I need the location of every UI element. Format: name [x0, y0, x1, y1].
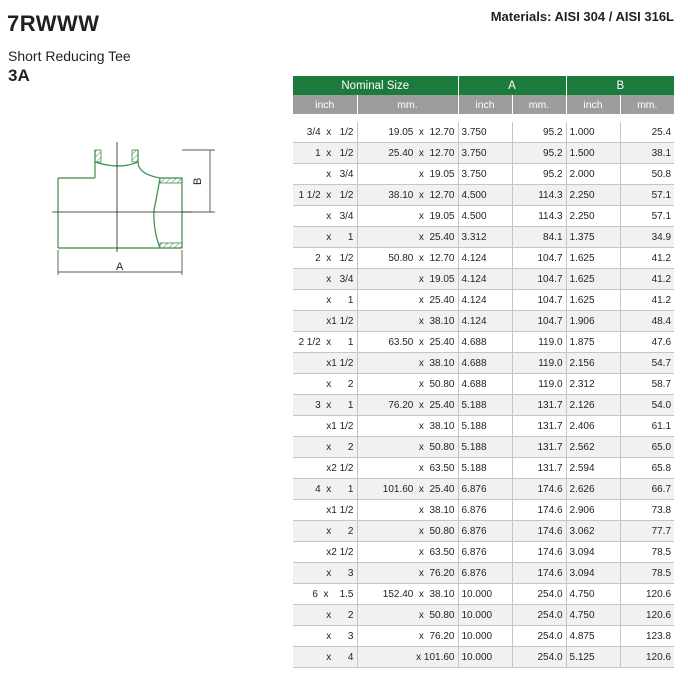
product-subtitle: Short Reducing Tee	[8, 48, 131, 64]
table-row	[293, 416, 674, 437]
nominal-mm-cell: x 50.80	[357, 374, 458, 395]
a-mm-cell: 95.2	[512, 164, 566, 185]
b-inch-cell: 2.250	[566, 206, 620, 227]
b-mm-cell: 58.7	[620, 374, 674, 395]
a-mm-cell: 174.6	[512, 563, 566, 584]
a-mm-cell: 174.6	[512, 521, 566, 542]
table-row	[293, 647, 674, 668]
nominal-mm-cell: x 25.40	[357, 227, 458, 248]
table-row	[293, 374, 674, 395]
b-inch-cell: 1.625	[566, 248, 620, 269]
nominal-mm-cell: 76.20 x 25.40	[357, 395, 458, 416]
b-mm-cell: 77.7	[620, 521, 674, 542]
a-inch-cell: 5.188	[458, 458, 512, 479]
nominal-mm-cell: x 19.05	[357, 206, 458, 227]
dim-b-label: B	[192, 177, 204, 185]
table-row	[293, 395, 674, 416]
a-mm-cell: 174.6	[512, 542, 566, 563]
nominal-mm-cell: x 63.50	[357, 458, 458, 479]
header-b-inch: inch	[566, 95, 620, 114]
table-row	[293, 437, 674, 458]
b-mm-cell: 120.6	[620, 584, 674, 605]
nominal-inch-cell: 3/4 x 1/2	[293, 122, 357, 143]
a-mm-cell: 119.0	[512, 353, 566, 374]
table-row	[293, 185, 674, 206]
a-inch-cell: 4.124	[458, 269, 512, 290]
product-code: 7RWWW	[7, 11, 100, 36]
b-inch-cell: 2.562	[566, 437, 620, 458]
b-mm-cell: 57.1	[620, 185, 674, 206]
dim-a-label: A	[116, 261, 124, 273]
a-mm-cell: 174.6	[512, 500, 566, 521]
b-mm-cell: 78.5	[620, 542, 674, 563]
header-a-inch: inch	[458, 95, 512, 114]
b-mm-cell: 54.7	[620, 353, 674, 374]
table-row	[293, 269, 674, 290]
header-a: A	[458, 76, 566, 95]
b-inch-cell: 1.875	[566, 332, 620, 353]
a-inch-cell: 6.876	[458, 479, 512, 500]
table-row	[293, 521, 674, 542]
a-mm-cell: 174.6	[512, 479, 566, 500]
b-mm-cell: 120.6	[620, 647, 674, 668]
nominal-inch-cell: x 3/4	[293, 164, 357, 185]
a-mm-cell: 254.0	[512, 584, 566, 605]
table-row	[293, 626, 674, 647]
a-mm-cell: 104.7	[512, 269, 566, 290]
a-inch-cell: 10.000	[458, 605, 512, 626]
nominal-mm-cell: x 38.10	[357, 500, 458, 521]
a-inch-cell: 3.750	[458, 143, 512, 164]
a-mm-cell: 95.2	[512, 122, 566, 143]
nominal-inch-cell: x 4	[293, 647, 357, 668]
table-row	[293, 353, 674, 374]
nominal-mm-cell: 19.05 x 12.70	[357, 122, 458, 143]
nominal-inch-cell: x 3	[293, 563, 357, 584]
b-mm-cell: 48.4	[620, 311, 674, 332]
nominal-inch-cell: 2 1/2 x 1	[293, 332, 357, 353]
nominal-mm-cell: x 101.60	[357, 647, 458, 668]
nominal-inch-cell: x 2	[293, 374, 357, 395]
nominal-inch-cell: 1 x 1/2	[293, 143, 357, 164]
nominal-mm-cell: x 76.20	[357, 563, 458, 584]
b-mm-cell: 73.8	[620, 500, 674, 521]
a-inch-cell: 10.000	[458, 626, 512, 647]
nominal-mm-cell: 25.40 x 12.70	[357, 143, 458, 164]
b-mm-cell: 66.7	[620, 479, 674, 500]
nominal-inch-cell: x 3/4	[293, 269, 357, 290]
nominal-mm-cell: 38.10 x 12.70	[357, 185, 458, 206]
table-row	[293, 206, 674, 227]
nominal-mm-cell: x 38.10	[357, 311, 458, 332]
a-mm-cell: 104.7	[512, 311, 566, 332]
header-nominal-inch: inch	[293, 95, 357, 114]
nominal-inch-cell: x 1	[293, 227, 357, 248]
b-inch-cell: 1.375	[566, 227, 620, 248]
table-row	[293, 458, 674, 479]
a-mm-cell: 84.1	[512, 227, 566, 248]
b-inch-cell: 3.094	[566, 563, 620, 584]
b-inch-cell: 3.094	[566, 542, 620, 563]
b-inch-cell: 3.062	[566, 521, 620, 542]
nominal-inch-cell: x 3	[293, 626, 357, 647]
nominal-inch-cell: 3 x 1	[293, 395, 357, 416]
a-inch-cell: 3.750	[458, 164, 512, 185]
nominal-inch-cell: x 2	[293, 605, 357, 626]
table-row	[293, 227, 674, 248]
b-inch-cell: 2.126	[566, 395, 620, 416]
a-inch-cell: 5.188	[458, 416, 512, 437]
a-inch-cell: 6.876	[458, 500, 512, 521]
nominal-mm-cell: x 25.40	[357, 290, 458, 311]
nominal-mm-cell: 152.40 x 38.10	[357, 584, 458, 605]
a-inch-cell: 6.876	[458, 542, 512, 563]
header-b-mm: mm.	[620, 95, 674, 114]
a-inch-cell: 3.750	[458, 122, 512, 143]
a-inch-cell: 6.876	[458, 563, 512, 584]
a-inch-cell: 4.500	[458, 206, 512, 227]
nominal-inch-cell: x1 1/2	[293, 353, 357, 374]
table-row	[293, 332, 674, 353]
table-row	[293, 605, 674, 626]
nominal-mm-cell: x 50.80	[357, 605, 458, 626]
nominal-mm-cell: x 38.10	[357, 353, 458, 374]
a-mm-cell: 104.7	[512, 290, 566, 311]
b-mm-cell: 54.0	[620, 395, 674, 416]
header-nominal-mm: mm.	[357, 95, 458, 114]
b-mm-cell: 25.4	[620, 122, 674, 143]
a-inch-cell: 6.876	[458, 521, 512, 542]
b-inch-cell: 1.625	[566, 290, 620, 311]
standard-label: 3A	[8, 66, 30, 85]
header-nominal-size: Nominal Size	[293, 76, 458, 95]
nominal-inch-cell: 6 x 1.5	[293, 584, 357, 605]
b-inch-cell: 1.625	[566, 269, 620, 290]
a-inch-cell: 4.688	[458, 332, 512, 353]
nominal-mm-cell: x 38.10	[357, 416, 458, 437]
nominal-inch-cell: 4 x 1	[293, 479, 357, 500]
a-mm-cell: 114.3	[512, 185, 566, 206]
a-mm-cell: 104.7	[512, 248, 566, 269]
b-mm-cell: 50.8	[620, 164, 674, 185]
a-inch-cell: 10.000	[458, 647, 512, 668]
nominal-mm-cell: 63.50 x 25.40	[357, 332, 458, 353]
nominal-mm-cell: x 76.20	[357, 626, 458, 647]
a-mm-cell: 131.7	[512, 416, 566, 437]
b-mm-cell: 120.6	[620, 605, 674, 626]
b-inch-cell: 2.312	[566, 374, 620, 395]
table-row	[293, 164, 674, 185]
unit-header-row	[293, 95, 674, 114]
b-mm-cell: 38.1	[620, 143, 674, 164]
table-row	[293, 143, 674, 164]
b-inch-cell: 2.594	[566, 458, 620, 479]
a-inch-cell: 4.124	[458, 290, 512, 311]
b-mm-cell: 65.8	[620, 458, 674, 479]
a-mm-cell: 114.3	[512, 206, 566, 227]
nominal-inch-cell: x 3/4	[293, 206, 357, 227]
a-mm-cell: 95.2	[512, 143, 566, 164]
nominal-inch-cell: x2 1/2	[293, 542, 357, 563]
a-mm-cell: 131.7	[512, 395, 566, 416]
group-header-row	[293, 76, 674, 95]
nominal-inch-cell: x 2	[293, 437, 357, 458]
table-row	[293, 122, 674, 143]
nominal-mm-cell: 50.80 x 12.70	[357, 248, 458, 269]
a-inch-cell: 4.688	[458, 374, 512, 395]
nominal-inch-cell: x1 1/2	[293, 311, 357, 332]
b-mm-cell: 34.9	[620, 227, 674, 248]
a-inch-cell: 5.188	[458, 437, 512, 458]
b-mm-cell: 123.8	[620, 626, 674, 647]
nominal-mm-cell: 101.60 x 25.40	[357, 479, 458, 500]
table-row	[293, 542, 674, 563]
b-inch-cell: 2.906	[566, 500, 620, 521]
a-mm-cell: 131.7	[512, 458, 566, 479]
b-inch-cell: 5.125	[566, 647, 620, 668]
nominal-inch-cell: 1 1/2 x 1/2	[293, 185, 357, 206]
b-mm-cell: 61.1	[620, 416, 674, 437]
a-inch-cell: 4.124	[458, 248, 512, 269]
table-row	[293, 584, 674, 605]
b-mm-cell: 65.0	[620, 437, 674, 458]
nominal-mm-cell: x 63.50	[357, 542, 458, 563]
nominal-inch-cell: x 1	[293, 290, 357, 311]
b-inch-cell: 2.156	[566, 353, 620, 374]
a-mm-cell: 119.0	[512, 332, 566, 353]
b-inch-cell: 2.406	[566, 416, 620, 437]
nominal-inch-cell: x 2	[293, 521, 357, 542]
nominal-inch-cell: x1 1/2	[293, 416, 357, 437]
b-inch-cell: 1.500	[566, 143, 620, 164]
nominal-inch-cell: x1 1/2	[293, 500, 357, 521]
b-inch-cell: 2.626	[566, 479, 620, 500]
table-row	[293, 311, 674, 332]
a-mm-cell: 254.0	[512, 626, 566, 647]
b-mm-cell: 41.2	[620, 290, 674, 311]
table-row	[293, 479, 674, 500]
a-inch-cell: 3.312	[458, 227, 512, 248]
a-mm-cell: 254.0	[512, 647, 566, 668]
b-inch-cell: 2.000	[566, 164, 620, 185]
a-mm-cell: 119.0	[512, 374, 566, 395]
table-row	[293, 563, 674, 584]
nominal-mm-cell: x 19.05	[357, 269, 458, 290]
header-a-mm: mm.	[512, 95, 566, 114]
materials-label: Materials: AISI 304 / AISI 316L	[490, 9, 674, 24]
b-inch-cell: 1.906	[566, 311, 620, 332]
b-mm-cell: 41.2	[620, 248, 674, 269]
a-inch-cell: 5.188	[458, 395, 512, 416]
b-mm-cell: 78.5	[620, 563, 674, 584]
b-inch-cell: 2.250	[566, 185, 620, 206]
table-row	[293, 290, 674, 311]
b-mm-cell: 41.2	[620, 269, 674, 290]
dimensions-table	[293, 76, 674, 668]
b-mm-cell: 57.1	[620, 206, 674, 227]
b-inch-cell: 4.750	[566, 584, 620, 605]
header-b: B	[566, 76, 674, 95]
a-inch-cell: 4.500	[458, 185, 512, 206]
a-inch-cell: 10.000	[458, 584, 512, 605]
nominal-mm-cell: x 50.80	[357, 521, 458, 542]
table-row	[293, 248, 674, 269]
b-inch-cell: 1.000	[566, 122, 620, 143]
a-inch-cell: 4.688	[458, 353, 512, 374]
nominal-inch-cell: x2 1/2	[293, 458, 357, 479]
b-inch-cell: 4.875	[566, 626, 620, 647]
tee-drawing	[50, 140, 220, 280]
table-row	[293, 500, 674, 521]
nominal-mm-cell: x 50.80	[357, 437, 458, 458]
a-mm-cell: 131.7	[512, 437, 566, 458]
nominal-inch-cell: 2 x 1/2	[293, 248, 357, 269]
b-inch-cell: 4.750	[566, 605, 620, 626]
nominal-mm-cell: x 19.05	[357, 164, 458, 185]
a-mm-cell: 254.0	[512, 605, 566, 626]
a-inch-cell: 4.124	[458, 311, 512, 332]
b-mm-cell: 47.6	[620, 332, 674, 353]
